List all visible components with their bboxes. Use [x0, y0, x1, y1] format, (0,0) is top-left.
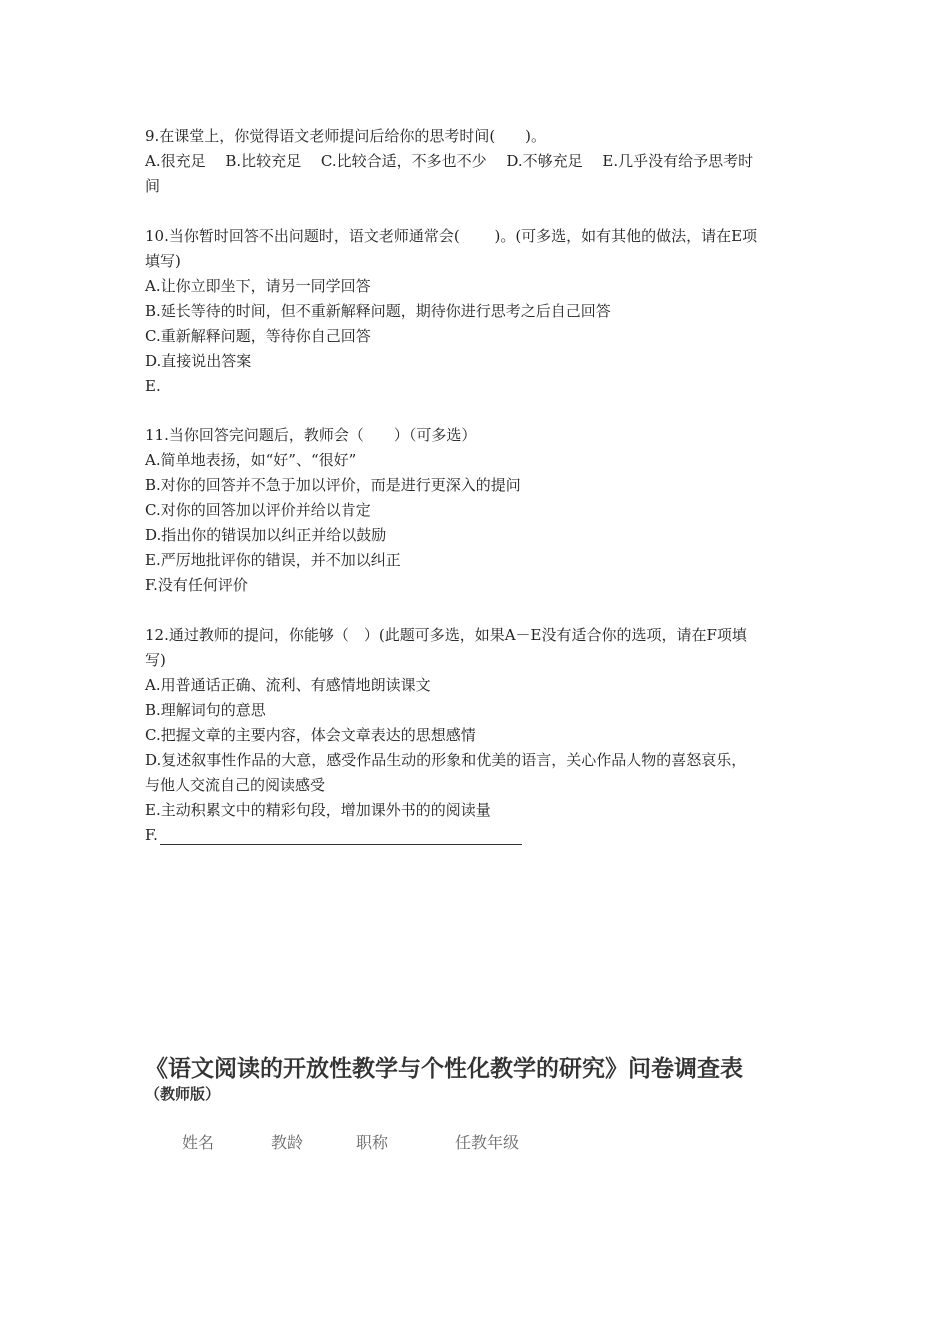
- q10-option-a: A.让你立即坐下，请另一同学回答: [145, 277, 371, 295]
- q10-option-b: B.延长等待的时间，但不重新解释问题，期待你进行思考之后自己回答: [145, 302, 611, 320]
- q11-option-e: E.严厉地批评你的错误，并不加以纠正: [145, 551, 401, 569]
- q12-question-continued: 写): [145, 651, 166, 669]
- q11-option-f: F.没有任何评价: [145, 576, 248, 594]
- field-grade: 任教年级: [455, 1133, 520, 1152]
- survey-subtitle: （教师版）: [145, 1085, 221, 1103]
- survey-title: 《语文阅读的开放性教学与个性化教学的研究》问卷调查表: [145, 1056, 743, 1082]
- q11-option-a: A.简单地表扬，如“好”、“很好”: [145, 451, 357, 469]
- q11-option-d: D.指出你的错误加以纠正并给以鼓励: [145, 526, 387, 544]
- q12-option-f-blank[interactable]: [160, 829, 522, 845]
- q11-option-c: C.对你的回答加以评价并给以肯定: [145, 501, 371, 519]
- q12-option-c: C.把握文章的主要内容，体会文章表达的思想感情: [145, 726, 476, 744]
- q12-option-f: [145, 825, 522, 845]
- q12-option-d: D.复述叙事性作品的大意，感受作品生动的形象和优美的语言，关心作品人物的喜怒哀乐，: [145, 751, 747, 769]
- q10-option-c: C.重新解释问题，等待你自己回答: [145, 327, 371, 345]
- q12-option-d-continued: 与他人交流自己的阅读感受: [145, 776, 326, 794]
- field-title: 职称: [356, 1133, 389, 1152]
- q10-question: 10.当你暂时回答不出问题时，语文老师通常会( )。(可多选，如有其他的做法，请在E项: [145, 227, 758, 245]
- field-name: 姓名: [182, 1133, 215, 1152]
- q12-option-b: B.理解词句的意思: [145, 701, 266, 719]
- q12-option-f-label: F.: [145, 826, 158, 844]
- q10-option-d: D.直接说出答案: [145, 352, 252, 370]
- q12-question: 12.通过教师的提问，你能够（ ）(此题可多选，如果A－E没有适合你的选项，请在F项填: [145, 626, 747, 644]
- q10-option-e: E.: [145, 377, 161, 395]
- q9-question: 9.在课堂上，你觉得语文老师提问后给你的思考时间( )。: [145, 127, 547, 145]
- q11-question: 11.当你回答完问题后，教师会（ ）（可多选）: [145, 426, 477, 444]
- q9-options: A.很充足 B.比较充足 C.比较合适，不多也不少 D.不够充足 E.几乎没有给予思考时: [145, 152, 754, 170]
- q11-option-b: B.对你的回答并不急于加以评价，而是进行更深入的提问: [145, 476, 521, 494]
- field-teaching-years: 教龄: [271, 1133, 304, 1152]
- q12-option-a: A.用普通话正确、流利、有感情地朗读课文: [145, 676, 431, 694]
- q10-question-continued: 填写): [145, 252, 181, 270]
- q9-options-continued: 间: [145, 177, 161, 195]
- q12-option-e: E.主动积累文中的精彩句段，增加课外书的的阅读量: [145, 801, 491, 819]
